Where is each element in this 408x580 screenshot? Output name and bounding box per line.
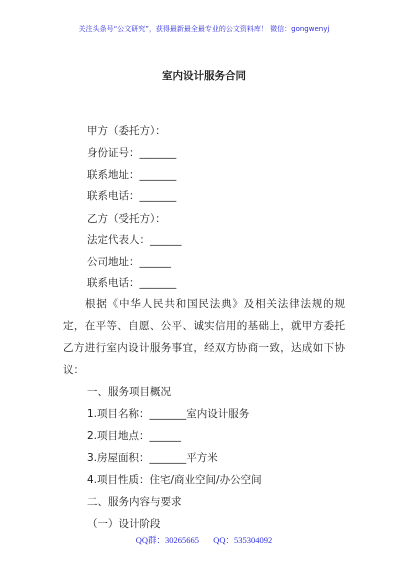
preamble-paragraph: 根据《中华人民共和国民法典》及相关法律法规的规定，在平等、自愿、公平、诚实信用的基础上，就甲方委托乙方进行室内设计服务事宜，经双方协商一致，达成如下协议： — [63, 298, 345, 376]
address-field: 联系地址：_______ — [87, 169, 177, 181]
section-1-heading: 一、服务项目概况 — [87, 386, 171, 398]
project-name-field: 1.项目名称：_______室内设计服务 — [87, 408, 250, 420]
company-address-field: 公司地址：______ — [87, 256, 171, 268]
project-type-field: 4.项目性质：住宅/商业空间/办公空间 — [87, 474, 262, 486]
legal-rep-field: 法定代表人：______ — [87, 234, 182, 246]
company-phone-field: 联系电话：_______ — [87, 277, 177, 289]
phone-field: 联系电话：_______ — [87, 190, 177, 202]
party-a-label: 甲方（委托方）： — [87, 125, 166, 137]
section-2-heading: 二、服务内容与要求 — [87, 496, 182, 508]
project-location-field: 2.项目地点：______ — [87, 430, 182, 442]
qq-number: QQ：535304092 — [213, 535, 273, 545]
subsection-design-phase: （一）设计阶段 — [87, 518, 161, 530]
house-area-field: 3.房屋面积：_______平方米 — [87, 452, 218, 464]
qq-group-number: QQ群：30265665 — [135, 535, 200, 545]
page-footer — [0, 534, 408, 546]
document-title: 室内设计服务合同 — [162, 70, 246, 82]
party-b-label: 乙方（受托方）： — [87, 213, 166, 225]
id-number-field: 身份证号：_______ — [87, 147, 177, 159]
page-header-note: 关注头条号“公文研究”，获得最新最全最专业的公文资料库！ 微信：gongwenyj — [78, 25, 330, 33]
